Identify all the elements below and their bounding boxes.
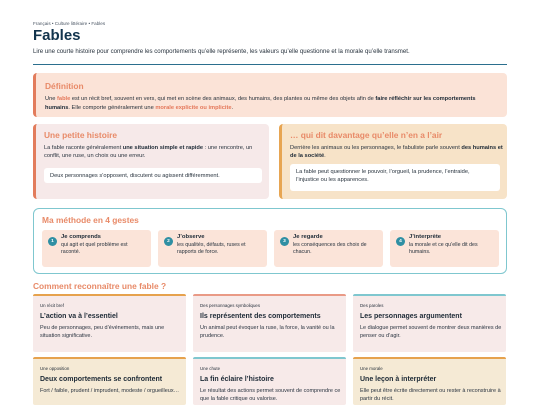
page-title: Fables — [33, 27, 81, 44]
card-title: Les personnages argumentent — [360, 313, 462, 320]
step-text: la morale et ce qu’elle dit des humains. — [409, 242, 478, 256]
definition-title: Définition — [45, 81, 84, 91]
short-story-box — [33, 124, 269, 199]
definition-key-phrase: faire réfléchir sur les comportements humains — [45, 96, 476, 111]
step-text: les conséquences des choix de chacun. — [293, 242, 367, 256]
card-text: Fort / faible, prudent / imprudent, modeste / orgueilleux… — [40, 388, 180, 394]
definition-highlight: morale explicite ou implicite — [155, 104, 232, 111]
feature-card — [33, 294, 186, 352]
card-tag: Un récit bref — [40, 303, 64, 308]
hidden-meaning-text: Derrière les animaux ou les personnages, le fabuliste parle souvent des humains et de la société. — [290, 145, 503, 160]
hidden-meaning-box — [279, 124, 507, 199]
step-text: qui agit et quel problème est raconté. — [61, 242, 128, 256]
card-title: Ils représentent des comportements — [200, 313, 321, 320]
short-story-example: Deux personnages s’opposent, discutent ou agissent différemment. — [44, 168, 262, 183]
hidden-meaning-title: … qui dit davantage qu’elle n’en a l’air — [290, 130, 443, 140]
method-step — [158, 230, 267, 267]
short-story-title: Une petite histoire — [44, 130, 118, 140]
card-title: Deux comportements se confrontent — [40, 376, 163, 383]
recognize-section-title: Comment reconnaître une fable ? — [33, 281, 167, 291]
card-text: Le résultat des actions permet souvent de comprendre ce que la fable critique ou valorise. — [200, 388, 341, 403]
title-divider — [33, 64, 507, 65]
short-story-text: La fable raconte généralement une situation simple et rapide : une rencontre, un conflit, une ruse, un choix ou une erreur. — [44, 145, 253, 160]
step-number-badge: 3 — [280, 237, 289, 246]
card-tag: Des paroles — [360, 303, 384, 308]
feature-card — [193, 294, 346, 352]
card-text: Elle peut être écrite directement ou rester à reconstruire à partir du récit. — [360, 388, 501, 403]
card-text: Un animal peut évoquer la ruse, la force, la vanité ou la prudence. — [200, 325, 335, 340]
card-tag: Une chute — [200, 366, 221, 371]
card-tag: Une opposition — [40, 366, 70, 371]
step-title: Je comprends — [61, 234, 101, 240]
method-step — [274, 230, 383, 267]
definition-box — [33, 73, 507, 117]
card-title: Une leçon à interpréter — [360, 376, 437, 383]
card-title: La fin éclaire l’histoire — [200, 376, 274, 383]
hidden-meaning-example: La fable peut questionner le pouvoir, l’orgueil, la prudence, l’entraide, l’injustice ou les apparences. — [290, 164, 500, 191]
intro-text: Lire une courte histoire pour comprendre les comportements qu’elle représente, les valeurs qu’elle questionne et la morale qu’elle transmet. — [33, 48, 410, 55]
feature-card — [33, 357, 186, 405]
feature-card — [353, 294, 506, 352]
step-text: les qualités, défauts, ruses et rapports de force. — [177, 242, 246, 256]
method-title: Ma méthode en 4 gestes — [42, 215, 139, 225]
feature-card — [193, 357, 346, 405]
method-step — [390, 230, 499, 267]
step-number-badge: 2 — [164, 237, 173, 246]
card-tag: Des personnages symboliques — [200, 303, 261, 308]
breadcrumb: Français • Culture littéraire • Fables — [33, 21, 106, 26]
method-box — [33, 208, 507, 274]
step-title: Je regarde — [293, 234, 323, 240]
card-text: Peu de personnages, peu d’événements, mais une situation significative. — [40, 325, 165, 340]
step-title: J’observe — [177, 234, 205, 240]
definition-text: Une fable est un récit bref, souvent en vers, qui met en scène des animaux, des humains, des plantes ou même des objets afin de faire réfléchir sur les comportements humains. Elle comporte généralement une morale explicite ou implicite. — [45, 96, 476, 111]
card-text: Le dialogue permet souvent de montrer deux manières de penser ou d’agir. — [360, 325, 502, 340]
step-number-badge: 4 — [396, 237, 405, 246]
card-title: L’action va à l’essentiel — [40, 313, 118, 320]
step-number-badge: 1 — [48, 237, 57, 246]
feature-card — [353, 357, 506, 405]
card-tag: Une morale — [360, 366, 383, 371]
definition-term: fable — [57, 96, 71, 102]
step-title: J’interprète — [409, 234, 442, 240]
method-step — [42, 230, 151, 267]
